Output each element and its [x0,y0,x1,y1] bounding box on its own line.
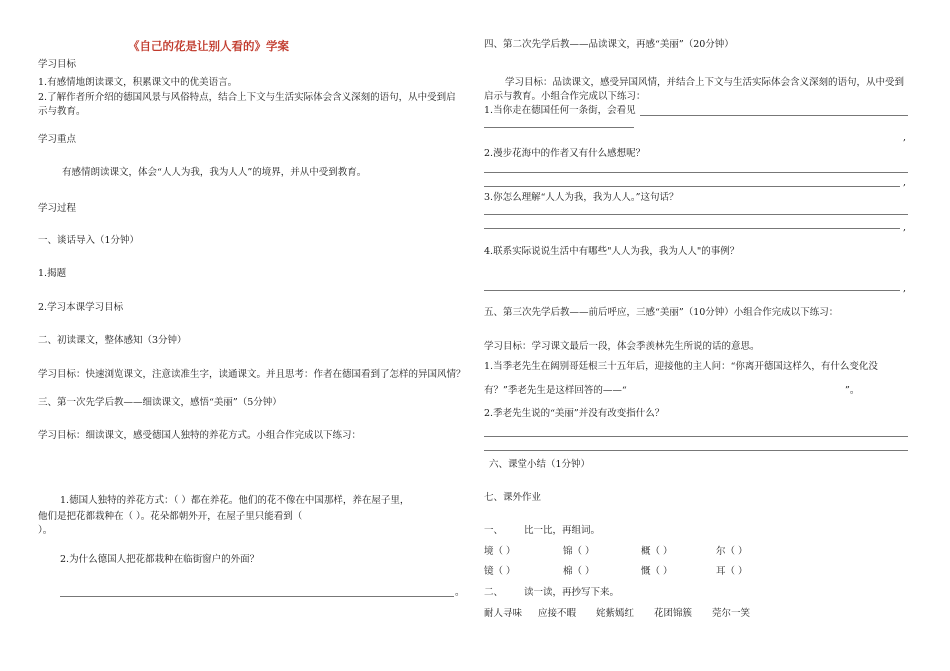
s4-question-1: 1.当你走在德国任何一条街，会看见 [484,105,636,116]
s5-question-1-line-2: 有？”季老先生是这样回答的——“ [484,385,627,396]
comma-mark: , [903,283,907,294]
goal-2-line-1: 2.了解作者所介绍的德国风景与风俗特点，结合上下文与生活实际体会含义深刻的语句，从中受到启 [38,92,456,103]
char-blank[interactable]: 耳（ ） [716,566,748,577]
char-blank[interactable]: 锦（ ） [563,546,595,557]
char-blank[interactable]: 尔（ ） [716,546,748,557]
s5-question-1-line-1: 1.当季老先生在阔别哥廷根三十五年后，迎接他的主人问：“你离开德国这样久，有什么变化没 [484,361,878,372]
question-1-line-2: 他们是把花都栽种在（ ）。花朵都朝外开，在屋子里只能看到（ [38,511,303,522]
homework-1-instruction: 比一比，再组词。 [524,525,601,536]
comma-mark: , [903,177,907,188]
section-4-heading: 四、第二次先学后教——品读课文，再感“美丽”（20分钟） [484,39,734,50]
answer-line[interactable] [484,214,908,215]
section-4-goal-line-1: 学习目标：品读课文，感受异国风情，并结合上下文与生活实际体会含义深刻的语句，从中受到 [505,77,905,88]
section-4-goal-line-2: 启示与教育。小组合作完成以下练习： [484,91,646,102]
comma-mark: , [903,222,907,233]
question-2: 2.为什么德国人把花都栽种在临街窗户的外面？ [60,554,260,565]
char-blank[interactable]: 概（ ） [641,546,673,557]
answer-line[interactable] [484,172,908,173]
goal-1: 1.有感情地朗读课文，积累课文中的优美语言。 [38,77,238,88]
vocab-word: 应接不暇 [538,608,577,619]
section-7-heading: 七、课外作业 [484,492,542,503]
answer-line[interactable] [484,436,908,437]
section-1-item-1: 1.揭题 [38,268,67,279]
vocab-word: 花团锦簇 [654,608,693,619]
answer-line[interactable] [484,228,900,229]
char-blank[interactable]: 镜（ ） [484,566,516,577]
focus-heading: 学习重点 [38,134,77,145]
char-blank[interactable]: 棉（ ） [563,566,595,577]
period-mark: 。 [455,587,465,598]
homework-1-number: 一、 [484,525,504,536]
homework-2-number: 二、 [484,587,504,598]
vocab-word: 耐人寻味 [484,608,523,619]
section-3-goal: 学习目标：细读课文，感受德国人独特的养花方式。小组合作完成以下练习： [38,430,362,441]
section-1-item-2: 2.学习本课学习目标 [38,302,124,313]
answer-line[interactable] [484,450,908,451]
question-1-line-1: 1.德国人独特的养花方式：（ ）都在养花。他们的花不像在中国那样，养在屋子里， [60,495,410,506]
section-5-goal: 学习目标：学习课文最后一段，体会季羡林先生所说的话的意思。 [484,341,760,352]
section-6-heading: 六、课堂小结（1分钟） [489,459,591,470]
s4-question-2: 2.漫步花海中的作者又有什么感想呢？ [484,148,646,159]
goals-heading: 学习目标 [38,59,77,70]
char-blank[interactable]: 境（ ） [484,546,516,557]
vocab-word: 莞尔一笑 [712,608,751,619]
question-1-line-3: ）。 [38,525,53,536]
process-heading: 学习过程 [38,203,77,214]
s4-question-4: 4.联系实际说说生活中有哪些"人人为我，我为人人"的事例？ [484,246,740,257]
answer-line[interactable] [484,290,900,291]
char-blank[interactable]: 慨（ ） [641,566,673,577]
answer-line[interactable] [640,115,908,116]
s4-question-3: 3.你怎么理解“人人为我，我为人人。”这句话？ [484,192,679,203]
homework-2-instruction: 读一读，再抄写下来。 [524,587,620,598]
section-2-goal: 学习目标：快速浏览课文，注意读准生字，读通课文。并且思考：作者在德国看到了怎样的异国风情？ [38,369,466,380]
section-2-heading: 二、初读课文，整体感知（3分钟） [38,335,187,346]
s5-question-1-end: ”。 [845,385,860,396]
section-3-heading: 三、第一次先学后教——细读课文，感悟“美丽”（5分钟） [38,397,282,408]
vocab-word: 姹紫嫣红 [596,608,635,619]
focus-text: 有感情朗读课文，体会“人人为我，我为人人”的境界，并从中受到教育。 [62,167,367,178]
s5-question-2: 2.季老先生说的“美丽”并没有改变指什么？ [484,408,665,419]
section-1-heading: 一、谈话导入（1分钟） [38,235,140,246]
document-title: 《自己的花是让别人看的》学案 [128,39,289,53]
answer-line[interactable] [484,127,634,128]
section-5-heading: 五、第三次先学后教——前后呼应，三感“美丽”（10分钟）小组合作完成以下练习： [484,307,839,318]
goal-2-line-2: 示与教育。 [38,106,86,117]
comma-mark: , [903,132,907,143]
answer-line[interactable] [60,596,454,597]
answer-line[interactable] [484,186,900,187]
